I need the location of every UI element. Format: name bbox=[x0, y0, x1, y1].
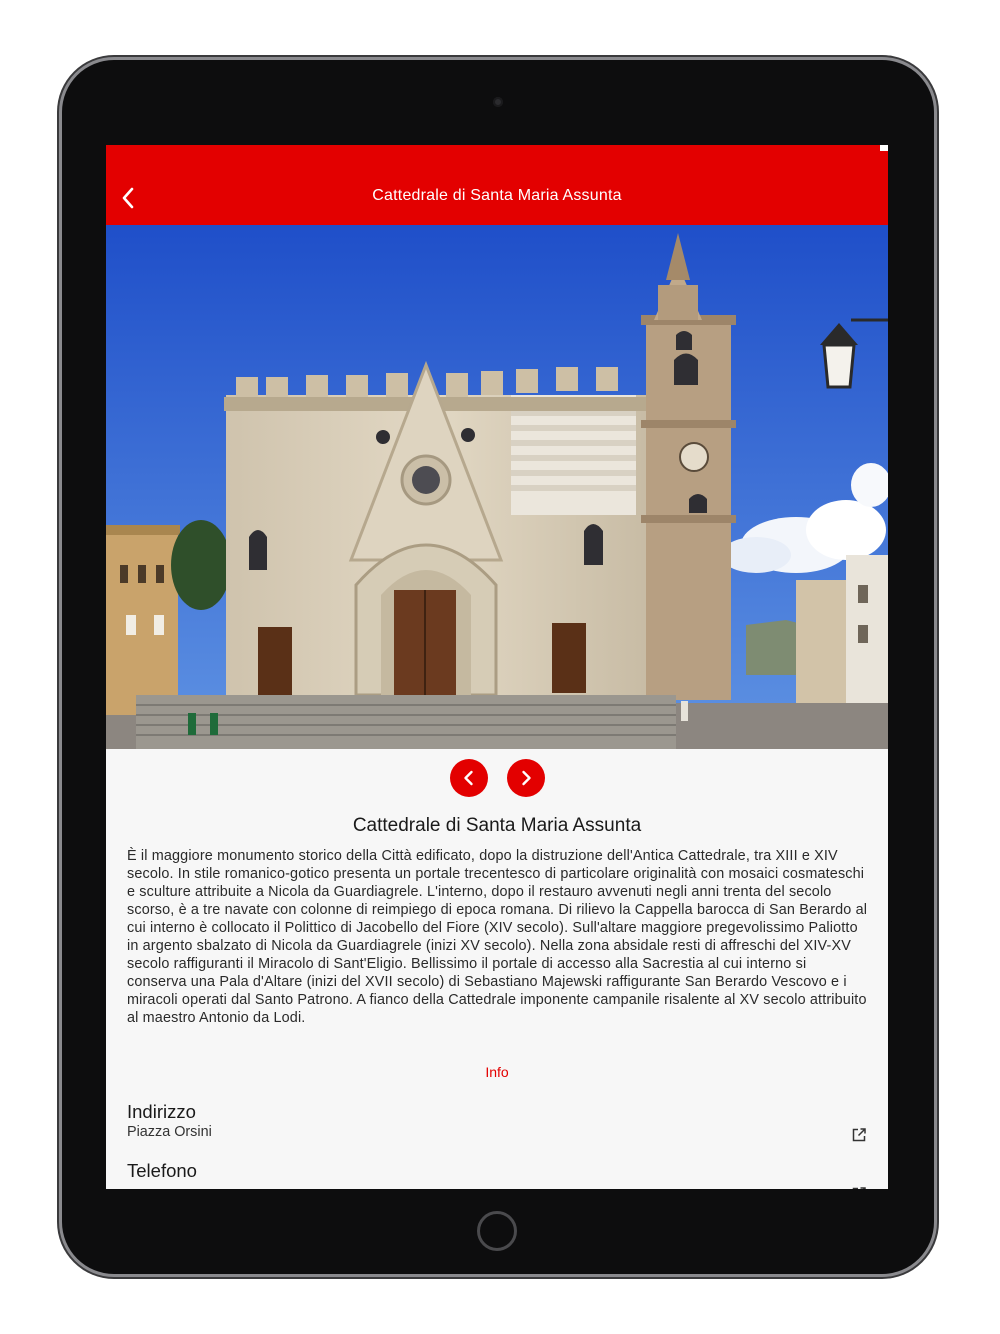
navigation-bar bbox=[106, 145, 888, 225]
info-section-label: Info bbox=[485, 1064, 509, 1080]
external-link-icon[interactable] bbox=[851, 1186, 867, 1189]
front-camera bbox=[493, 97, 503, 107]
phone-label: Telefono bbox=[127, 1160, 197, 1181]
address-label: Indirizzo bbox=[127, 1101, 196, 1122]
page-title: Cattedrale di Santa Maria Assunta bbox=[372, 187, 622, 204]
address-value: Piazza Orsini bbox=[127, 1124, 212, 1140]
chevron-right-icon bbox=[517, 769, 535, 787]
place-description: È il maggiore monumento storico della Città edificato, dopo la distruzione dell'Antica Cattedrale, tra XIII e XIV secolo. In stile romanico-gotico presenta un portale trecentesco di particolare originalità con mosaici cosmateschi e sculture attribuite a Nicola da Guardiagrele. L'interno, dopo il restauro avvenuti negli anni trenta del secolo scorso, è a tre navate con colonne di reimpiego di epoca romana. Di rilievo la Cappella barocca di San Berardo al cui interno è collocato il Polittico di Jacobello del Fiore (XIV secolo). Sull'altare maggiore pregevolissimo Paliotto in argento sbalzato di Nicola da Guardiagrele (inizi XV secolo). Nella zona absidale resti di affreschi del XIV-XV secolo raffiguranti il Miracolo di Sant'Eligio. Bellissimo il portale di accesso alla Sacrestia al cui interno si conserva una Pala d'Altare (inizi del XVII secolo) di Sebastiano Majewski raffigurante San Berardo Vescovo e i miracoli operati dal Santo Patrono. A fianco della Cattedrale imponente campanile risalente al XV secolo attribuito al maestro Antonio da Lodi. bbox=[127, 848, 868, 1026]
home-button[interactable] bbox=[477, 1211, 517, 1251]
app-screen bbox=[106, 145, 888, 1189]
phone-row[interactable] bbox=[127, 1160, 867, 1182]
place-title: Cattedrale di Santa Maria Assunta bbox=[352, 815, 642, 836]
place-photo bbox=[106, 225, 888, 749]
previous-image-button[interactable] bbox=[450, 759, 488, 797]
chevron-left-icon bbox=[460, 769, 478, 787]
next-image-button[interactable] bbox=[507, 759, 545, 797]
address-row[interactable] bbox=[127, 1101, 867, 1141]
external-link-icon[interactable] bbox=[851, 1127, 867, 1143]
status-indicator bbox=[880, 145, 888, 151]
